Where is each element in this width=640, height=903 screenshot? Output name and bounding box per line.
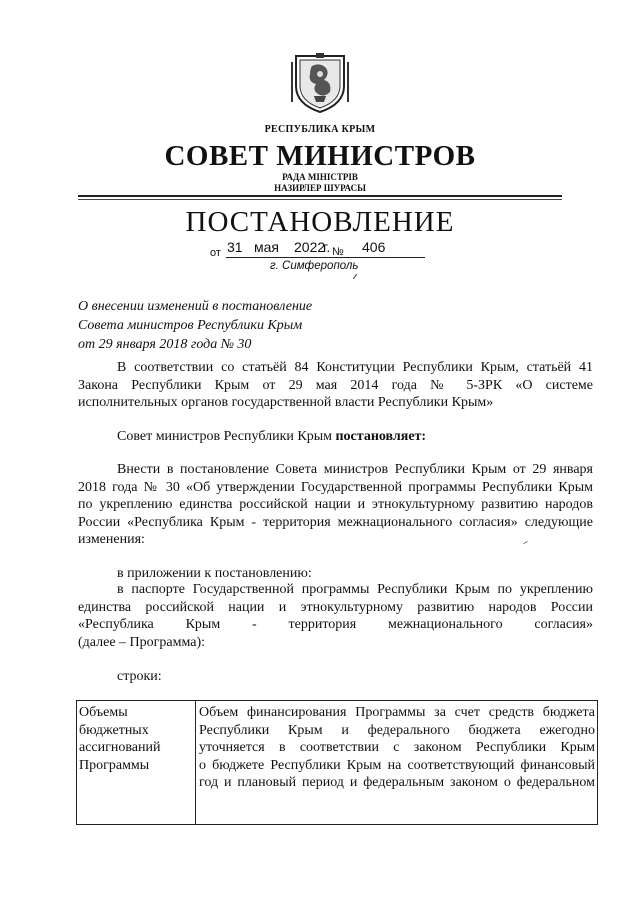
resolves-keyword: постановляет: [335, 429, 427, 444]
table-label-line: бюджетных [79, 722, 149, 738]
council-title: СОВЕТ МИНИСТРОВ [164, 140, 476, 172]
table-value-line: год и плановый период и федеральным законом о федеральном [199, 775, 595, 790]
table-column-divider [195, 701, 196, 824]
date-day: 31 [227, 239, 243, 255]
paragraph-line: исполнительных органов государственной власти Республики Крым» [78, 395, 494, 410]
table-value-line: о бюджете Республики Крым на соответствующий финансовый [199, 757, 595, 773]
header-divider [78, 195, 562, 197]
document-date-number [210, 241, 425, 259]
paragraph-amend [78, 461, 593, 549]
paragraph-appendix: в приложении к постановлению: [117, 566, 312, 581]
paragraph-line: России «Республика Крым - территория межнационального согласия» следующие [78, 514, 593, 530]
paragraph-line: В соответствии со статьёй 84 Конституции Республики Крым, статьёй 41 [117, 360, 593, 375]
date-month: мая [254, 239, 279, 255]
paragraph-line: 2018 года № 30 «Об утверждении Государственной программы Республики Крым [78, 479, 593, 495]
subject-line: Совета министров Республики Крым [78, 318, 303, 333]
table-label-line: Программы [79, 757, 150, 773]
paragraph-line: Внести в постановление Совета министров Республики Крым от 29 января [117, 462, 593, 477]
date-underline [226, 257, 425, 258]
passport-table [76, 700, 598, 825]
subject-line: от 29 января 2018 года № 30 [78, 337, 252, 352]
date-prefix: от [210, 247, 221, 259]
crimea-coat-of-arms-icon [290, 52, 350, 114]
paragraph-line: изменения: [78, 532, 145, 547]
pen-mark [353, 274, 357, 279]
table-value-line: Объем финансирования Программы за счет средств бюджета [199, 705, 595, 720]
table-label-line: ассигнований [79, 740, 161, 755]
paragraph-basis [78, 359, 593, 412]
paragraph-line: «Республика Крым - территория межнационального согласия» [78, 617, 593, 632]
document-subject [78, 297, 378, 354]
paragraph-line: единства российской нации и этнокультурному развитию народов России [78, 599, 593, 615]
header-divider-thin [78, 199, 562, 200]
paragraph-passport [78, 581, 593, 651]
subject-line: О внесении изменений в постановление [78, 299, 313, 314]
paragraph-resolves [78, 428, 632, 446]
table-label-line: Объемы [79, 705, 128, 720]
table-value-line: уточняется в соответствии с законом Республики Крым [199, 740, 595, 755]
resolves-text: Совет министров Республики Крым [117, 429, 336, 444]
paragraph-line: по укреплению единства российской нации и этнокультурному развитию народов [78, 497, 593, 512]
republic-name: РЕСПУБЛИКА КРЫМ [264, 124, 376, 135]
table-label-cell [79, 704, 191, 774]
table-value-line: Республики Крым и федерального бюджета ежегодно [199, 722, 595, 738]
year-suffix: г. [323, 239, 331, 255]
table-value-cell [199, 704, 595, 792]
city: г. Симферополь [270, 260, 359, 272]
paragraph-line: Закона Республики Крым от 29 мая 2014 года № 5-ЗРК «О системе [78, 377, 593, 393]
paragraph-line: (далее – Программа): [78, 634, 205, 650]
council-title-crimean-tatar: НАЗИРЛЕР ШУРАСЫ [274, 183, 366, 193]
paragraph-lines-label: строки: [117, 669, 162, 684]
document-number: 406 [362, 239, 386, 255]
number-sign: № [332, 246, 344, 258]
council-title-ukrainian: РАДА МІНІСТРІВ [282, 172, 358, 182]
paragraph-line: в паспорте Государственной программы Республики Крым по укреплению [117, 582, 593, 597]
document-type: ПОСТАНОВЛЕНИЕ [185, 206, 455, 238]
date-year: 2022 [294, 239, 326, 255]
